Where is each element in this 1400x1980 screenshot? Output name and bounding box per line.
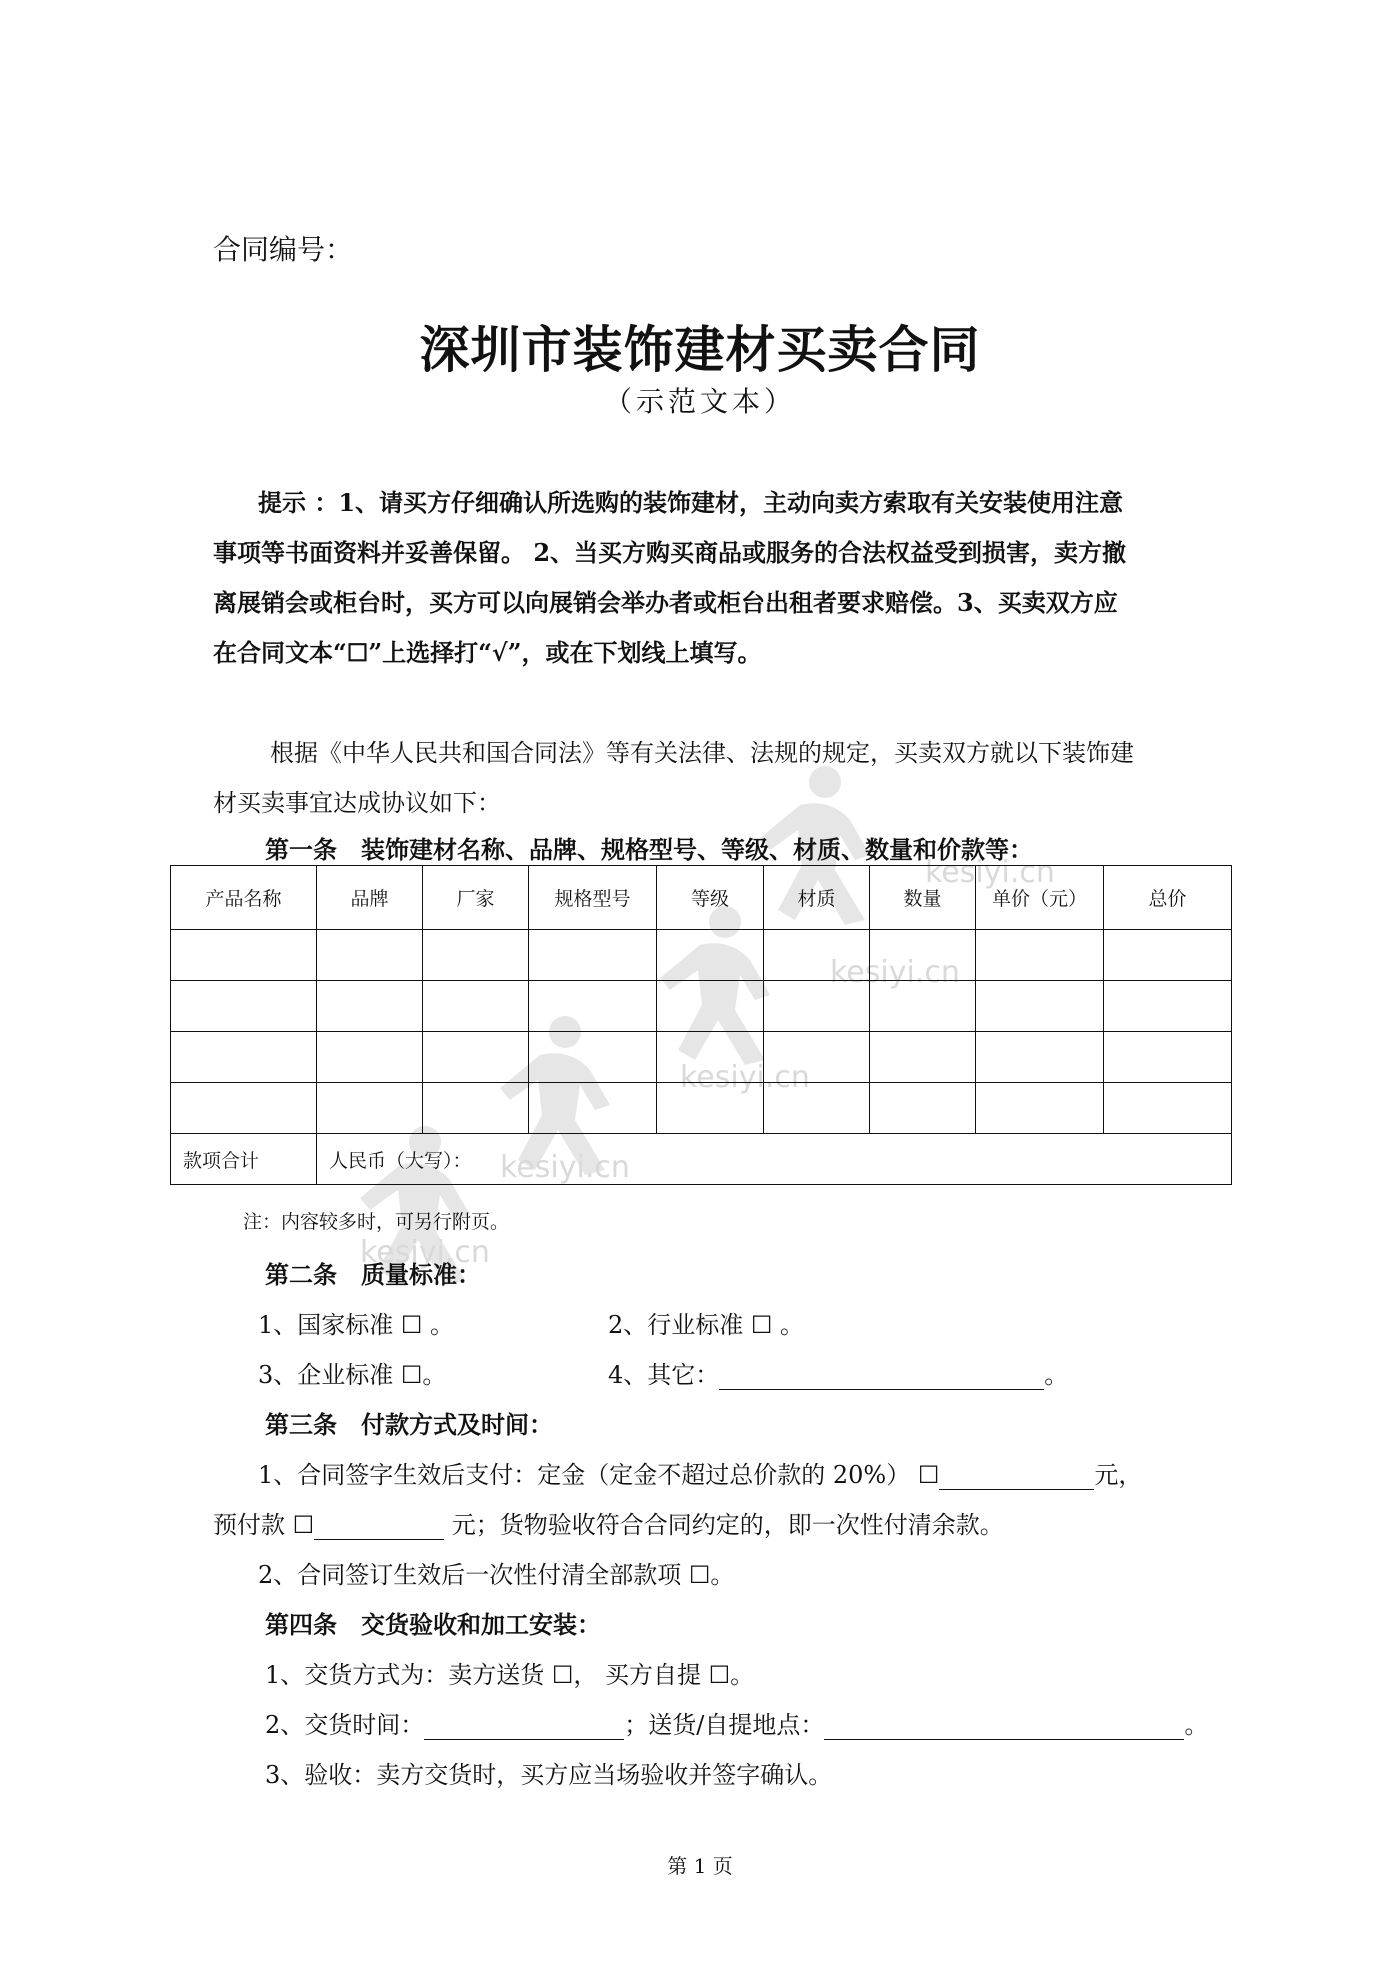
table-cell[interactable] — [657, 1032, 764, 1083]
watermark-text-4: kesiyi.cn — [500, 1150, 630, 1185]
table-cell[interactable] — [870, 1083, 976, 1134]
table-cell[interactable] — [529, 1083, 657, 1134]
table-cell[interactable] — [870, 1032, 976, 1083]
table-row — [171, 981, 1232, 1032]
quality-other-label: 4、其它： — [608, 1361, 720, 1389]
delivery-method[interactable]: 1、交货方式为：卖方送货 ☐， 买方自提 ☐。 — [265, 1661, 755, 1689]
watermark-text-3: kesiyi.cn — [680, 1060, 810, 1095]
table-row — [171, 1032, 1232, 1083]
delivery-time-place — [265, 1705, 1208, 1740]
quality-option-enterprise[interactable]: 3、企业标准 ☐。 — [258, 1361, 447, 1389]
table-cell[interactable] — [317, 1032, 423, 1083]
acceptance-clause: 3、验收：卖方交货时，买方应当场验收并签字确认。 — [265, 1761, 833, 1789]
article-3-heading: 第三条 付款方式及时间： — [265, 1410, 553, 1439]
intro-line-2: 材买卖事宜达成协议如下： — [213, 789, 501, 817]
table-cell[interactable] — [657, 1083, 764, 1134]
deposit-label[interactable]: 1、合同签字生效后支付：定金（定金不超过总价款的 20%） ☐ — [258, 1461, 940, 1489]
table-cell[interactable] — [1104, 981, 1232, 1032]
prepay-amount-input[interactable] — [314, 1513, 444, 1540]
contract-number-label: 合同编号： — [213, 233, 354, 266]
table-cell[interactable] — [171, 1032, 317, 1083]
notice-line-2: 事项等书面资料并妥善保留。 2、当买方购买商品或服务的合法权益受到损害，卖方撤 — [213, 538, 1127, 567]
table-cell[interactable] — [870, 930, 976, 981]
article-4-heading: 第四条 交货验收和加工安装： — [265, 1610, 601, 1639]
page-number: 第 1 页 — [667, 1854, 733, 1878]
deposit-amount-input[interactable] — [939, 1463, 1094, 1490]
table-note: 注：内容较多时，可另行附页。 — [243, 1211, 510, 1233]
column-header: 产品名称 — [171, 866, 317, 930]
table-cell[interactable] — [976, 1032, 1104, 1083]
column-header: 等级 — [657, 866, 764, 930]
table-cell[interactable] — [976, 981, 1104, 1032]
delivery-place-label: ；送货/自提地点： — [624, 1711, 825, 1739]
notice-line-1: 提示 ：1、请买方仔细确认所选购的装饰建材，主动向卖方索取有关安装使用注意 — [258, 488, 1124, 517]
quality-option-national[interactable]: 1、国家标准 ☐ 。 — [258, 1311, 455, 1339]
payment-option-prepay — [213, 1505, 1004, 1540]
table-cell[interactable] — [171, 1083, 317, 1134]
table-header-row — [171, 866, 1232, 930]
column-header: 总价 — [1104, 866, 1232, 930]
table-cell[interactable] — [529, 930, 657, 981]
watermark-text-2: kesiyi.cn — [830, 955, 960, 990]
prepay-label[interactable]: 预付款 ☐ — [213, 1511, 315, 1539]
table-row — [171, 930, 1232, 981]
table-cell[interactable] — [764, 1083, 870, 1134]
quality-other-end: 。 — [1044, 1361, 1069, 1389]
delivery-place-end: 。 — [1184, 1711, 1209, 1739]
notice-line-4: 在合同文本“☐”上选择打“√”，或在下划线上填写。 — [213, 638, 762, 667]
table-cell[interactable] — [764, 981, 870, 1032]
table-cell[interactable] — [317, 930, 423, 981]
table-cell[interactable] — [423, 1032, 529, 1083]
column-header: 规格型号 — [529, 866, 657, 930]
total-row — [171, 1134, 1232, 1185]
table-cell[interactable] — [657, 930, 764, 981]
column-header: 品牌 — [317, 866, 423, 930]
payment-option-deposit — [258, 1455, 1142, 1490]
deposit-unit: 元， — [1094, 1461, 1143, 1489]
intro-line-1: 根据《中华人民共和国合同法》等有关法律、法规的规定，买卖双方就以下装饰建 — [270, 739, 1134, 767]
table-cell[interactable] — [1104, 1032, 1232, 1083]
table-cell[interactable] — [529, 981, 657, 1032]
watermark-text-5: kesiyi.cn — [360, 1235, 490, 1270]
quality-option-other — [608, 1355, 1068, 1390]
table-cell[interactable] — [423, 981, 529, 1032]
table-cell[interactable] — [317, 981, 423, 1032]
table-cell[interactable] — [764, 1032, 870, 1083]
document-title: 深圳市装饰建材买卖合同 — [419, 320, 981, 379]
table-cell[interactable] — [423, 1083, 529, 1134]
column-header: 数量 — [870, 866, 976, 930]
delivery-time-input[interactable] — [424, 1713, 624, 1740]
table-cell[interactable] — [1104, 1083, 1232, 1134]
delivery-place-input[interactable] — [824, 1713, 1184, 1740]
table-row — [171, 1083, 1232, 1134]
payment-option-full[interactable]: 2、合同签订生效后一次性付清全部款项 ☐。 — [258, 1561, 735, 1589]
table-cell[interactable] — [976, 930, 1104, 981]
total-amount-field[interactable]: 人民币（大写）： — [317, 1134, 1232, 1185]
watermark-text-1: kesiyi.cn — [925, 855, 1055, 890]
table-cell[interactable] — [764, 930, 870, 981]
column-header: 材质 — [764, 866, 870, 930]
article-1-heading: 第一条 装饰建材名称、品牌、规格型号、等级、材质、数量和价款等： — [265, 835, 1033, 864]
table-cell[interactable] — [870, 981, 976, 1032]
table-cell[interactable] — [317, 1083, 423, 1134]
column-header: 厂家 — [423, 866, 529, 930]
column-header: 单价（元） — [976, 866, 1104, 930]
table-cell[interactable] — [423, 930, 529, 981]
goods-table — [170, 865, 1232, 1185]
quality-other-input[interactable] — [719, 1363, 1044, 1390]
table-cell[interactable] — [171, 981, 317, 1032]
notice-line-3: 离展销会或柜台时，买方可以向展销会举办者或柜台出租者要求赔偿。3、买卖双方应 — [213, 588, 1118, 617]
delivery-time-label: 2、交货时间： — [265, 1711, 425, 1739]
table-cell[interactable] — [976, 1083, 1104, 1134]
table-cell[interactable] — [171, 930, 317, 981]
table-cell[interactable] — [1104, 930, 1232, 981]
quality-option-industry[interactable]: 2、行业标准 ☐ 。 — [608, 1311, 805, 1339]
table-cell[interactable] — [529, 1032, 657, 1083]
total-label: 款项合计 — [171, 1134, 317, 1185]
table-cell[interactable] — [657, 981, 764, 1032]
article-2-heading: 第二条 质量标准： — [265, 1260, 481, 1289]
prepay-rest: 元；货物验收符合合同约定的，即一次性付清余款。 — [444, 1511, 1004, 1539]
document-subtitle: （示范文本） — [603, 385, 796, 418]
